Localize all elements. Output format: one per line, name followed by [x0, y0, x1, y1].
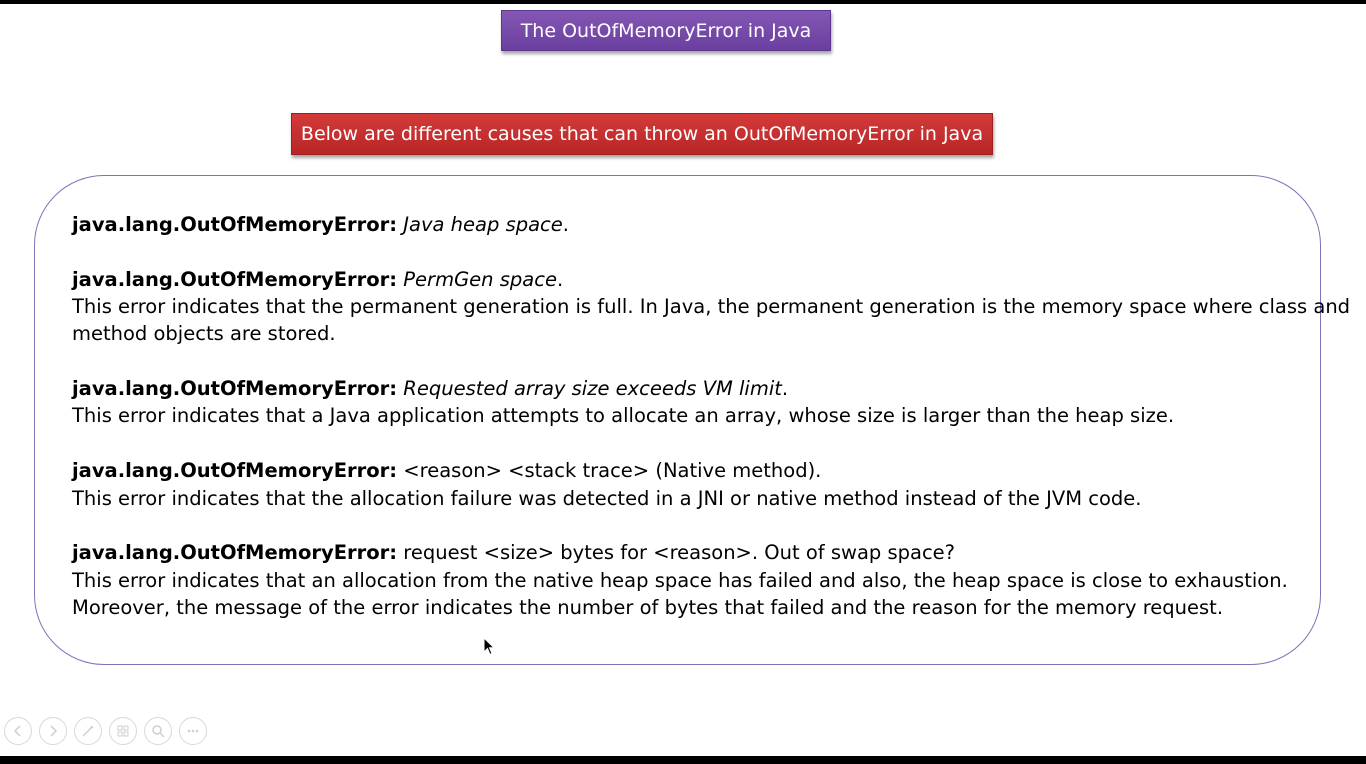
error-entry [72, 457, 1302, 512]
error-name: java.lang.OutOfMemoryError: [72, 267, 398, 291]
error-entry [72, 375, 1302, 430]
error-message: PermGen space [403, 267, 557, 291]
error-description: This error indicates that the permanent generation is full. In Java, the permanent generation is the memory space where class and [72, 295, 1351, 319]
error-name: java.lang.OutOfMemoryError: [72, 213, 398, 236]
error-description: This error indicates that the allocation failure was detected in a JNI or native method instead of the JVM code. [72, 486, 1142, 510]
mouse-cursor-icon [483, 637, 497, 657]
error-list [72, 211, 1351, 649]
error-description: This error indicates that an allocation from the native heap space has failed and also, the heap space is close to exhaustion. [72, 568, 1288, 592]
error-message: Requested array size exceeds VM limit [403, 377, 782, 401]
pen-icon[interactable] [74, 717, 102, 745]
next-icon[interactable] [39, 717, 67, 745]
error-message-suffix: . [556, 267, 564, 291]
error-message-suffix: . [562, 213, 569, 236]
error-entry [72, 266, 1351, 348]
error-entry [72, 539, 1302, 621]
error-message: <reason> <stack trace> (Native method). [403, 459, 822, 483]
error-name: java.lang.OutOfMemoryError: [72, 377, 398, 401]
slide-title: The OutOfMemoryError in Java [501, 10, 831, 51]
error-name: java.lang.OutOfMemoryError: [72, 459, 398, 483]
slides-icon[interactable] [109, 717, 137, 745]
more-icon[interactable] [179, 717, 207, 745]
error-message: request <size> bytes for <reason>. Out of swap space? [403, 541, 956, 565]
error-description: method objects are stored. [72, 322, 336, 346]
error-entry [72, 211, 1302, 238]
previous-icon[interactable] [4, 717, 32, 745]
zoom-icon[interactable] [144, 717, 172, 745]
error-description: This error indicates that a Java application attempts to allocate an array, whose size is larger than the heap size. [72, 404, 1175, 428]
error-message-suffix: . [781, 377, 789, 401]
slide-subtitle: Below are different causes that can throw an OutOfMemoryError in Java [291, 113, 993, 155]
error-name: java.lang.OutOfMemoryError: [72, 541, 398, 565]
slideshow-toolbar [4, 717, 207, 747]
error-description: Moreover, the message of the error indicates the number of bytes that failed and the reason for the memory request. [72, 595, 1224, 619]
error-message: Java heap space [403, 213, 563, 236]
